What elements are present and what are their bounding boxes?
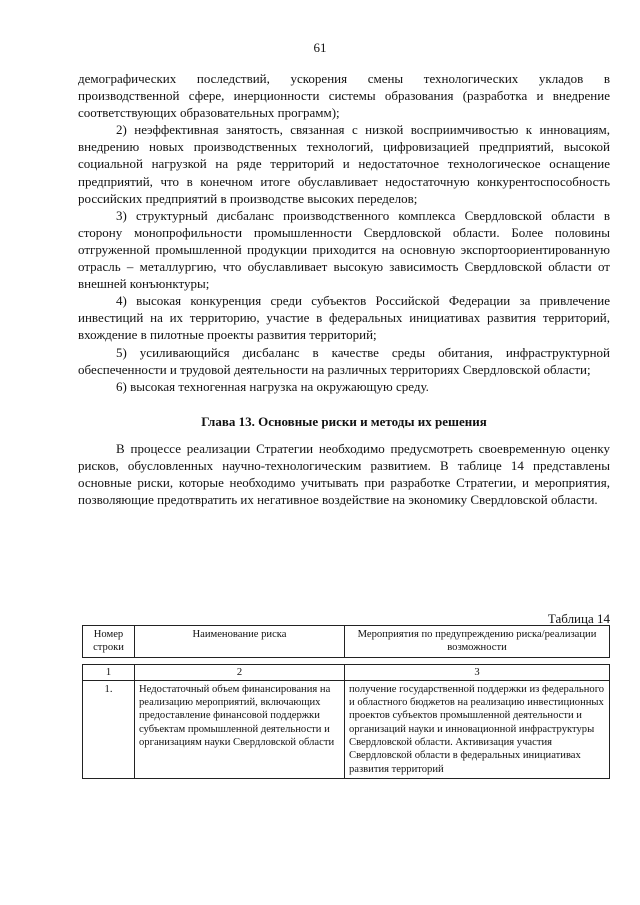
paragraph-continuation: демографических последствий, ускорения смены технологических укладов в производственной сфере, инерционности системы образования (разработка и внедрение соответствующих образовательных программ);	[78, 71, 610, 121]
header-row-number: Номер строки	[83, 626, 135, 658]
table-gap	[83, 657, 610, 664]
header-measures: Мероприятия по предупреждению риска/реализации возможности	[345, 626, 610, 658]
table-column-numbers-row	[83, 664, 610, 680]
page-number: 61	[313, 40, 327, 55]
table-caption: Таблица 14	[547, 611, 610, 626]
chapter-heading: Глава 13. Основные риски и методы их решения	[201, 413, 487, 429]
table-row	[83, 680, 610, 778]
list-item-5: 5) усиливающийся дисбаланс в качестве среды обитания, инфраструктурной обеспеченности и трудовой деятельности на различных территориях Свердловской области;	[78, 344, 610, 377]
table-header-row	[83, 626, 610, 658]
list-item-3: 3) структурный дисбаланс производственного комплекса Свердловской области в сторону монопрофильности промышленности Свердловской области. Более половины отгруженной промышленной продукции приходится на основную экспортоориентированную отрасль – металлургию, что обуславливает высокую зависимость Свердловской области от внешней конъюнктуры;	[78, 207, 610, 292]
column-number-1: 1	[83, 664, 135, 680]
list-item-2: 2) неэффективная занятость, связанная с низкой восприимчивостью к инновациям, внедрению новых производственных технологий, цифровизацией предприятий, высокой социальной нагрузкой на ряде территорий и недостаточное технологическое оснащение предприятий, что в конечном итоге обуславливает недостаточную конкурентоспособность российских предприятий в производстве высоких переделов;	[78, 122, 610, 206]
body-text	[78, 70, 610, 508]
measures-cell: получение государственной поддержки из федерального и областного бюджетов на реализацию инвестиционных проектов субъектов промышленной деятельности и организаций науки и инновационной инфраструктуры Свердловской области. Активизация участия Свердловской области в федеральных инициативах развития территорий	[345, 680, 610, 778]
risks-table	[82, 625, 610, 779]
chapter-intro: В процессе реализации Стратегии необходимо предусмотреть своевременную оценку рисков, обусловленных научно-технологическим развитием. В таблице 14 представлены основные риски, которые необходимо учитывать при разработке Стратегии, и мероприятия, позволяющие предотвратить их негативное воздействие на экономику Свердловской области.	[78, 440, 610, 508]
row-number: 1.	[83, 680, 135, 778]
list-item-4: 4) высокая конкуренция среди субъектов Российской Федерации за привлечение инвестиций на их территорию, участие в федеральных инициативах развития территорий, вхождение в пилотные проекты развития территорий;	[78, 293, 610, 343]
list-item-6: 6) высокая техногенная нагрузка на окружающую среду.	[116, 378, 429, 394]
column-number-2: 2	[135, 664, 345, 680]
header-risk-name: Наименование риска	[135, 626, 345, 658]
column-number-3: 3	[345, 664, 610, 680]
risk-name-cell: Недостаточный объем финансирования на реализацию мероприятий, включающих предоставление финансовой поддержки субъектам промышленной деятельности и организациям науки Свердловской области	[135, 680, 345, 778]
